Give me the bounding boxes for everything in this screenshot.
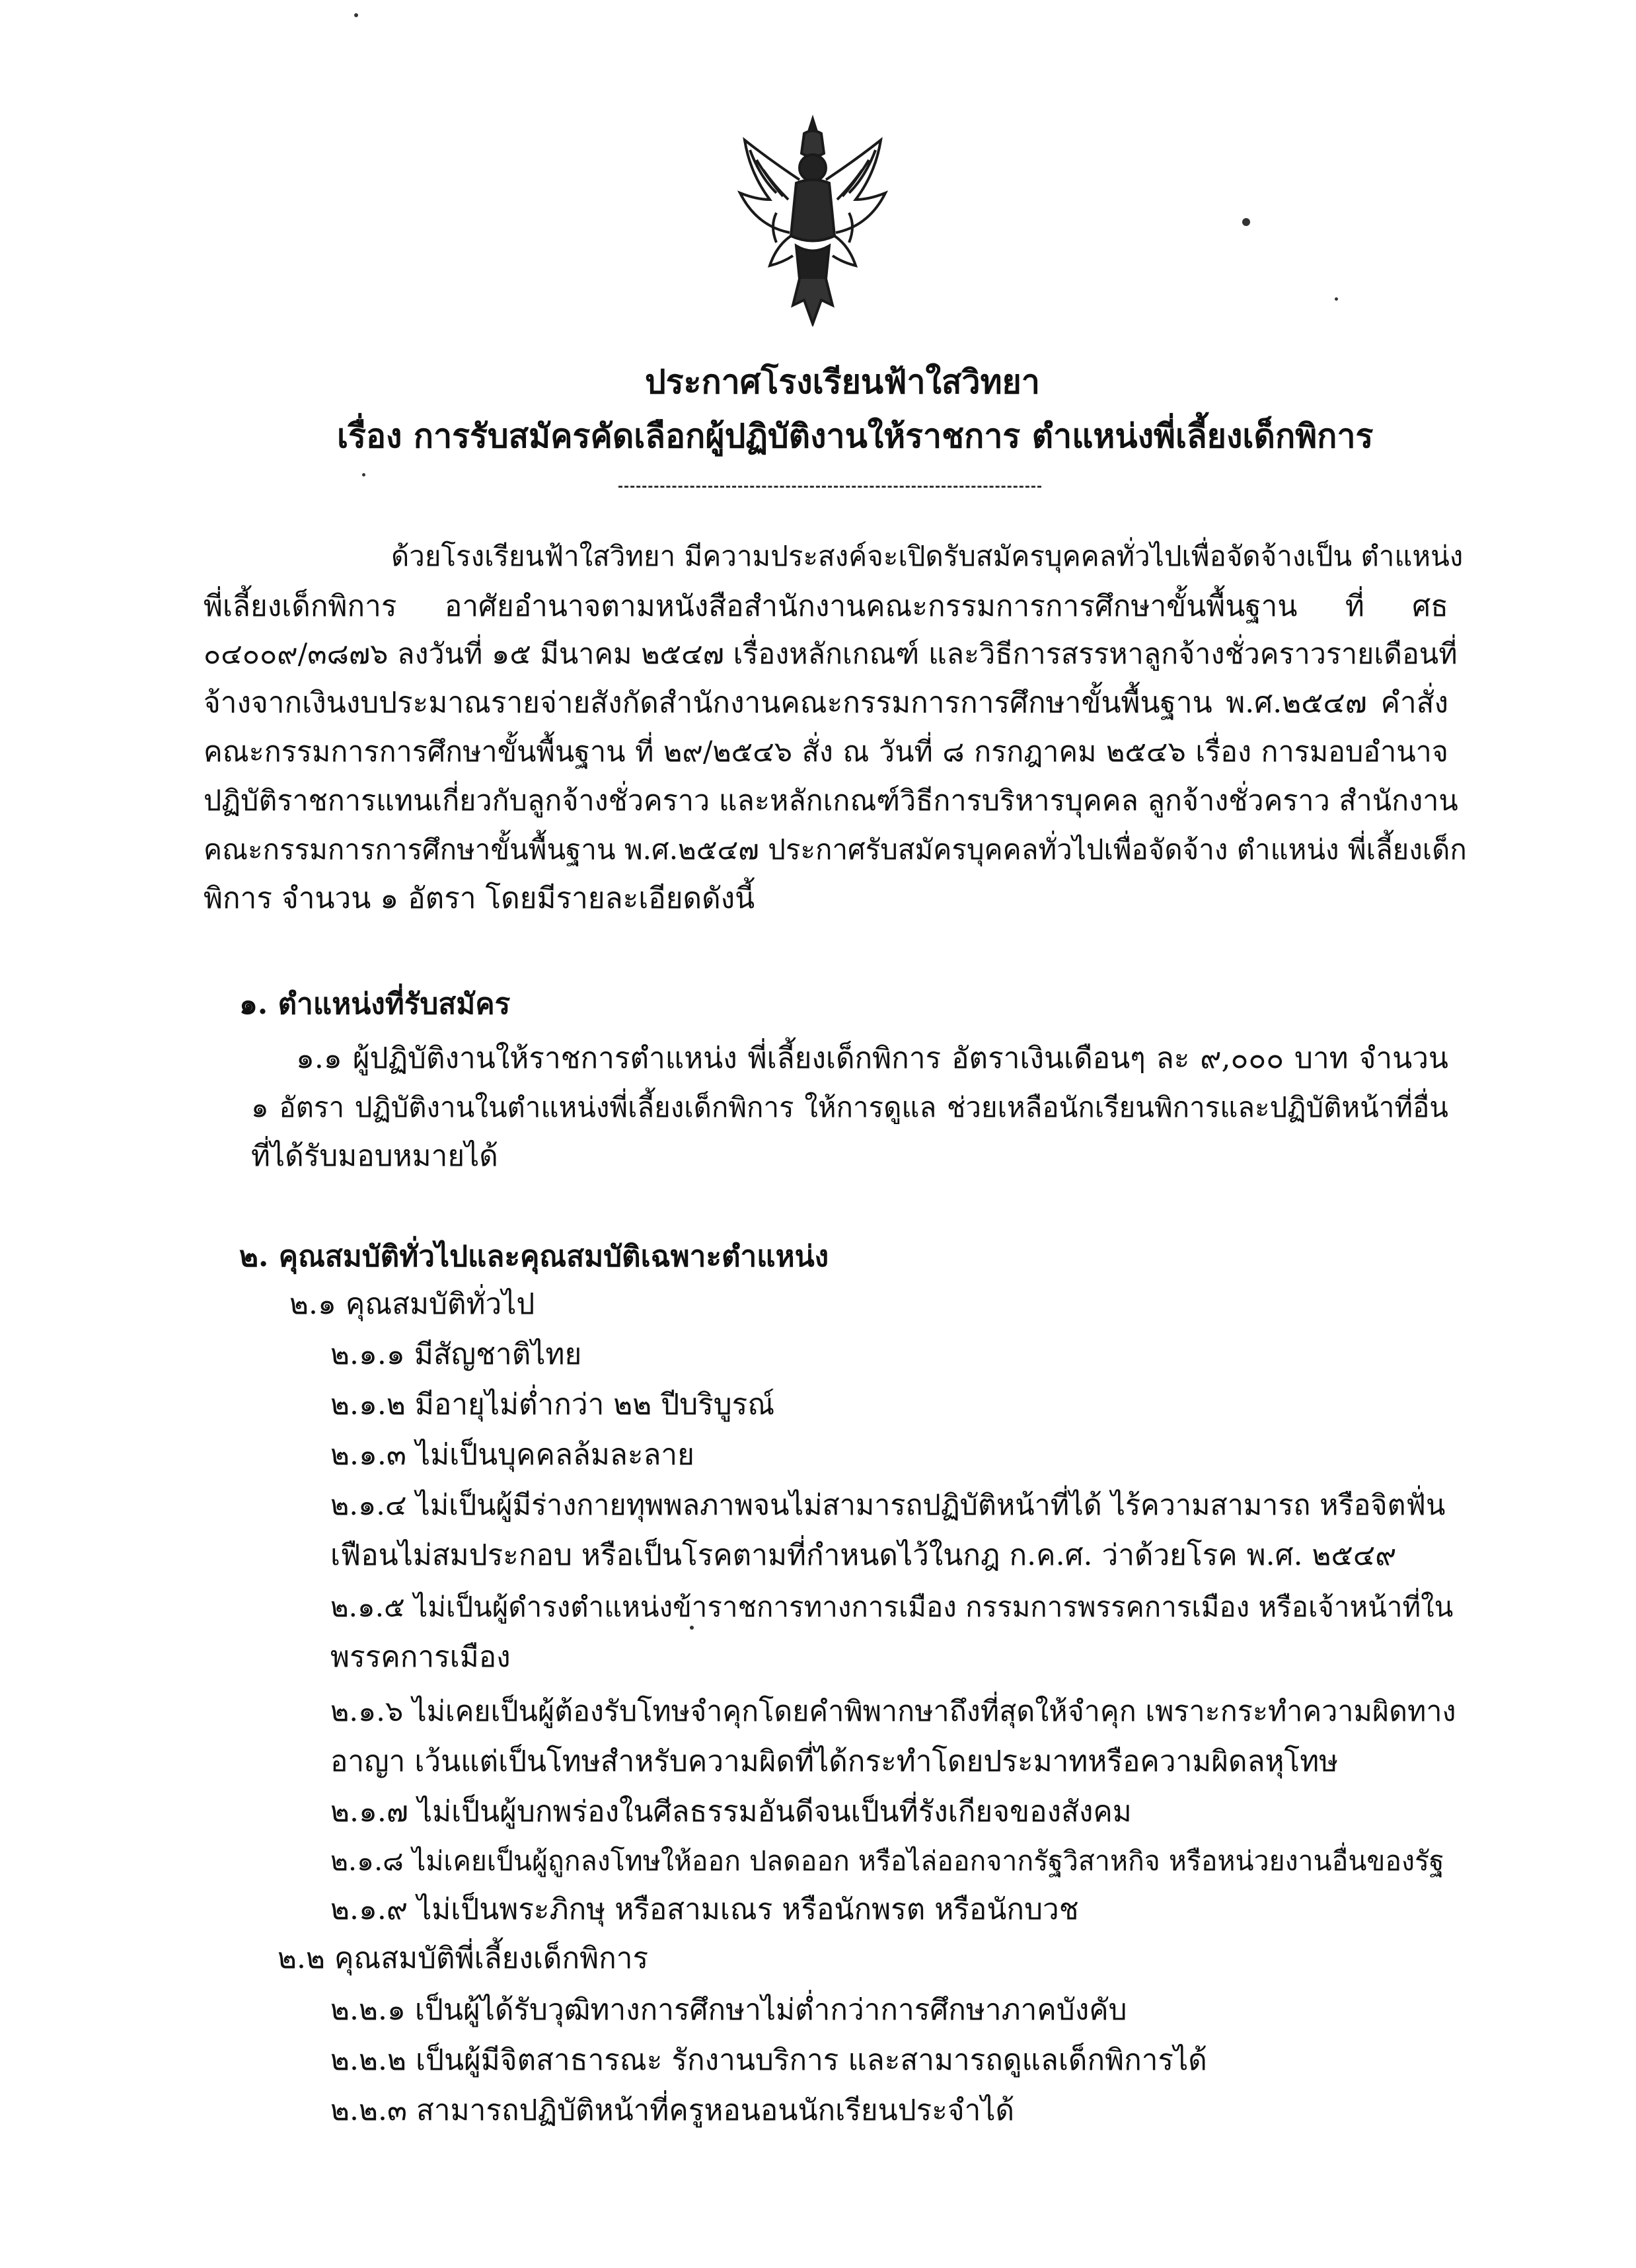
qualification-item: ๒.๑.๘ ไม่เคยเป็นผู้ถูกลงโทษให้ออก ปลดออก หรือไล่ออกจากรัฐวิสาหกิจ หรือหน่วยงานอื่นของรัฐ (330, 1845, 1444, 1877)
section-1-line: ๑.๑ ผู้ปฏิบัติงานให้ราชการตำแหน่ง พี่เลี้ยงเด็กพิการ อัตราเงินเดือนๆ ละ ๙,๐๐๐ บาท จำนวน (296, 1041, 1448, 1075)
scan-speck (1335, 297, 1338, 301)
qualification-item: ๒.๑.๕ ไม่เป็นผู้ดำรงตำแหน่งข้าราชการทางการเมือง กรรมการพรรคการเมือง หรือเจ้าหน้าที่ใน (330, 1591, 1454, 1623)
garuda-emblem-icon (730, 114, 895, 326)
intro-line: คณะกรรมการการศึกษาขั้นพื้นฐาน ที่ ๒๙/๒๕๔๖ สั่ง ณ วันที่ ๘ กรกฎาคม ๒๕๔๖ เรื่อง การมอบอำนาจ (204, 736, 1448, 769)
intro-line: ด้วยโรงเรียนฟ้าใสวิทยา มีความประสงค์จะเปิดรับสมัครบุคคลทั่วไปเพื่อจัดจ้างเป็น ตำแหน่ง (391, 540, 1464, 572)
intro-line: ปฏิบัติราชการแทนเกี่ยวกับลูกจ้างชั่วคราว และหลักเกณฑ์วิธีการบริหารบุคคล ลูกจ้างชั่วคราว สำนักงาน (204, 784, 1458, 817)
intro-line: ๐๔๐๐๙/๓๘๗๖ ลงวันที่ ๑๕ มีนาคม ๒๕๔๗ เรื่องหลักเกณฑ์ และวิธีการสรรหาลูกจ้างชั่วคราวรายเดือนที่ (204, 638, 1458, 671)
qualification-item: ๒.๒.๓ สามารถปฏิบัติหน้าที่ครูหอนอนนักเรียนประจำได้ (330, 2094, 1015, 2127)
qualification-item: ๒.๑.๙ ไม่เป็นพระภิกษุ หรือสามเณร หรือนักพรต หรือนักบวช (330, 1893, 1079, 1926)
scan-speck (354, 13, 358, 17)
section-2-2-heading: ๒.๒ คุณสมบัติพี่เลี้ยงเด็กพิการ (278, 1942, 649, 1975)
intro-line: จ้างจากเงินงบประมาณรายจ่ายสังกัดสำนักงานคณะกรรมการการศึกษาขั้นพื้นฐาน พ.ศ.๒๕๔๗ คำสั่ง (204, 686, 1448, 720)
intro-line: พิการ จำนวน ๑ อัตรา โดยมีรายละเอียดดังนี้ (204, 882, 755, 915)
intro-line: พี่เลี้ยงเด็กพิการ อาศัยอำนาจตามหนังสือสำนักงานคณะกรรมการการศึกษาขั้นพื้นฐาน ที่ ศธ (204, 589, 1448, 623)
qualification-item: ๒.๒.๒ เป็นผู้มีจิตสาธารณะ รักงานบริการ และสามารถดูแลเด็กพิการได้ (330, 2043, 1207, 2077)
qualification-item: ๒.๑.๔ ไม่เป็นผู้มีร่างกายทุพพลภาพจนไม่สามารถปฏิบัติหน้าที่ได้ ไร้ความสามารถ หรือจิตฟั่น (330, 1489, 1446, 1522)
title-separator (618, 486, 1041, 488)
section-2-heading: ๒. คุณสมบัติทั่วไปและคุณสมบัติเฉพาะตำแหน่ง (239, 1240, 829, 1273)
qualification-item: อาญา เว้นแต่เป็นโทษสำหรับความผิดที่ได้กระทำโดยประมาทหรือความผิดลหุโทษ (330, 1745, 1339, 1778)
section-2-1-heading: ๒.๑ คุณสมบัติทั่วไป (289, 1287, 535, 1321)
qualification-item: ๒.๒.๑ เป็นผู้ได้รับวุฒิทางการศึกษาไม่ต่ำกว่าการศึกษาภาคบังคับ (330, 1993, 1127, 2027)
qualification-item: ๒.๑.๗ ไม่เป็นผู้บกพร่องในศีลธรรมอันดีจนเป็นที่รังเกียจของสังคม (330, 1795, 1132, 1829)
announcement-subject: เรื่อง การรับสมัครคัดเลือกผู้ปฏิบัติงานให้ราชการ ตำแหน่งพี่เลี้ยงเด็กพิการ (337, 416, 1374, 455)
qualification-item: เฟือนไม่สมประกอบ หรือเป็นโรคตามที่กำหนดไว้ในกฎ ก.ค.ศ. ว่าด้วยโรค พ.ศ. ๒๕๔๙ (330, 1538, 1397, 1572)
intro-line: คณะกรรมการการศึกษาขั้นพื้นฐาน พ.ศ.๒๕๔๗ ประกาศรับสมัครบุคคลทั่วไปเพื่อจัดจ้าง ตำแหน่ง พี่เลี้ยงเด็ก (204, 833, 1467, 866)
scan-speck (690, 1626, 694, 1630)
scan-speck (362, 473, 365, 476)
scan-speck (1242, 218, 1250, 226)
section-1-heading: ๑. ตำแหน่งที่รับสมัคร (239, 987, 511, 1021)
qualification-item: ๒.๑.๑ มีสัญชาติไทย (330, 1338, 582, 1371)
announcement-title: ประกาศโรงเรียนฟ้าใสวิทยา (645, 362, 1040, 401)
qualification-item: ๒.๑.๖ ไม่เคยเป็นผู้ต้องรับโทษจำคุกโดยคำพิพากษาถึงที่สุดให้จำคุก เพราะกระทำความผิดทาง (330, 1695, 1456, 1728)
section-1-line: ที่ได้รับมอบหมายได้ (251, 1139, 498, 1173)
qualification-item: ๒.๑.๒ มีอายุไม่ต่ำกว่า ๒๒ ปีบริบูรณ์ (330, 1388, 775, 1421)
qualification-item: ๒.๑.๓ ไม่เป็นบุคคลล้มละลาย (330, 1438, 694, 1472)
qualification-item: พรรคการเมือง (330, 1640, 511, 1674)
section-1-line: ๑ อัตรา ปฏิบัติงานในตำแหน่งพี่เลี้ยงเด็กพิการ ให้การดูแล ช่วยเหลือนักเรียนพิการและปฏิบัติหน้าที่อื่น (251, 1091, 1448, 1123)
